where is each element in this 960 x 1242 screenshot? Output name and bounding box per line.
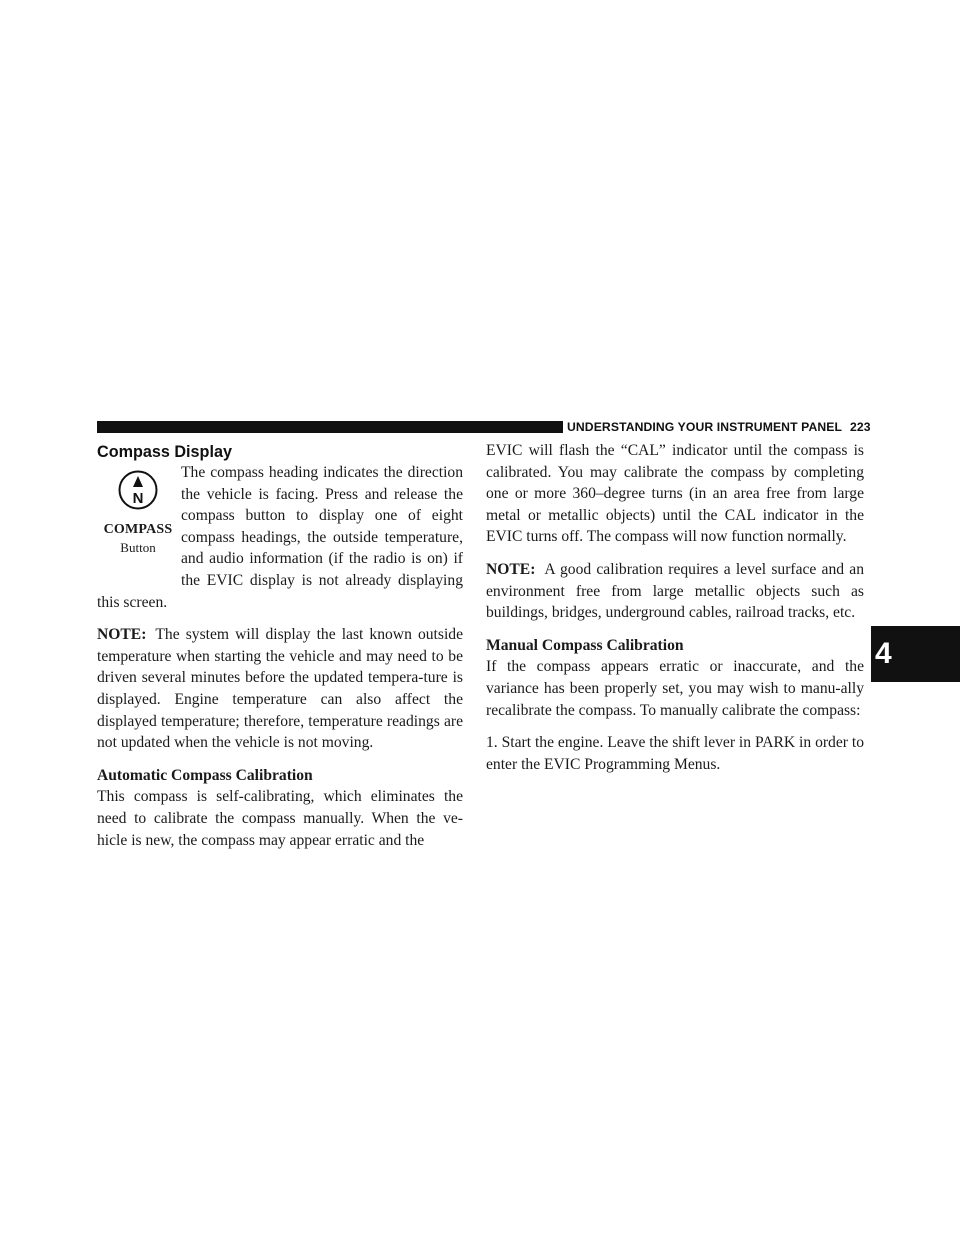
- header-title: UNDERSTANDING YOUR INSTRUMENT PANEL: [567, 420, 843, 434]
- note-paragraph-1: [97, 624, 463, 754]
- auto-calibration-heading: Automatic Compass Calibration: [97, 766, 313, 784]
- note-label: NOTE:: [97, 626, 147, 644]
- note-text: The system will display the last known outside temperature when starting the vehicle and may need to be driven several minutes before the updated tempera-ture is displayed. Engine temperature can also affect the displayed temperature; therefore, temperature readings are not updated when the vehicle is not moving.: [97, 626, 463, 752]
- right-column: [486, 440, 864, 786]
- compass-letter: N: [132, 490, 144, 507]
- compass-button-figure: [97, 462, 179, 587]
- compass-sublabel: Button: [120, 540, 156, 555]
- page-number: 223: [850, 420, 871, 434]
- continuation-paragraph: EVIC will flash the “CAL” indicator until the compass is calibrated. You may calibrate the compass by completing one or more 360–degree turns (in an area free from large metal or metallic objects) until the CAL indicator in the EVIC turns off. The compass will now function normally.: [486, 442, 864, 546]
- note-text: A good calibration requires a level surface and an environment free from large metallic objects such as buildings, bridges, underground cables, railroad tracks, etc.: [486, 560, 864, 622]
- note-label: NOTE:: [486, 560, 536, 578]
- compass-label: COMPASS: [103, 522, 173, 537]
- manual-calibration-heading: Manual Compass Calibration: [486, 636, 684, 654]
- running-header: [567, 418, 871, 436]
- compass-icon: [118, 470, 158, 510]
- step-1: 1. Start the engine. Leave the shift lever in PARK in order to enter the EVIC Programming Menus.: [486, 734, 864, 773]
- auto-calibration-paragraph: This compass is self-calibrating, which eliminates the need to calibrate the compass manually. When the ve-hicle is new, the compass may appear erratic and the: [97, 788, 463, 849]
- note-paragraph-2: [486, 559, 864, 624]
- header-rule: [97, 421, 563, 433]
- left-column: [97, 462, 463, 862]
- section-title: Compass Display: [97, 443, 232, 461]
- manual-calibration-paragraph: If the compass appears erratic or inaccurate, and the variance has been properly set, you may wish to manu-ally recalibrate the compass. To manually calibrate the compass:: [486, 658, 864, 719]
- intro-paragraph: The compass heading indicates the direction the vehicle is facing. Press and release the compass button to display one of eight compass headings, the outside temperature, and audio information (if the radio is on) if the EVIC display is not already displaying this screen.: [97, 464, 463, 611]
- chapter-tab: 4: [871, 626, 960, 682]
